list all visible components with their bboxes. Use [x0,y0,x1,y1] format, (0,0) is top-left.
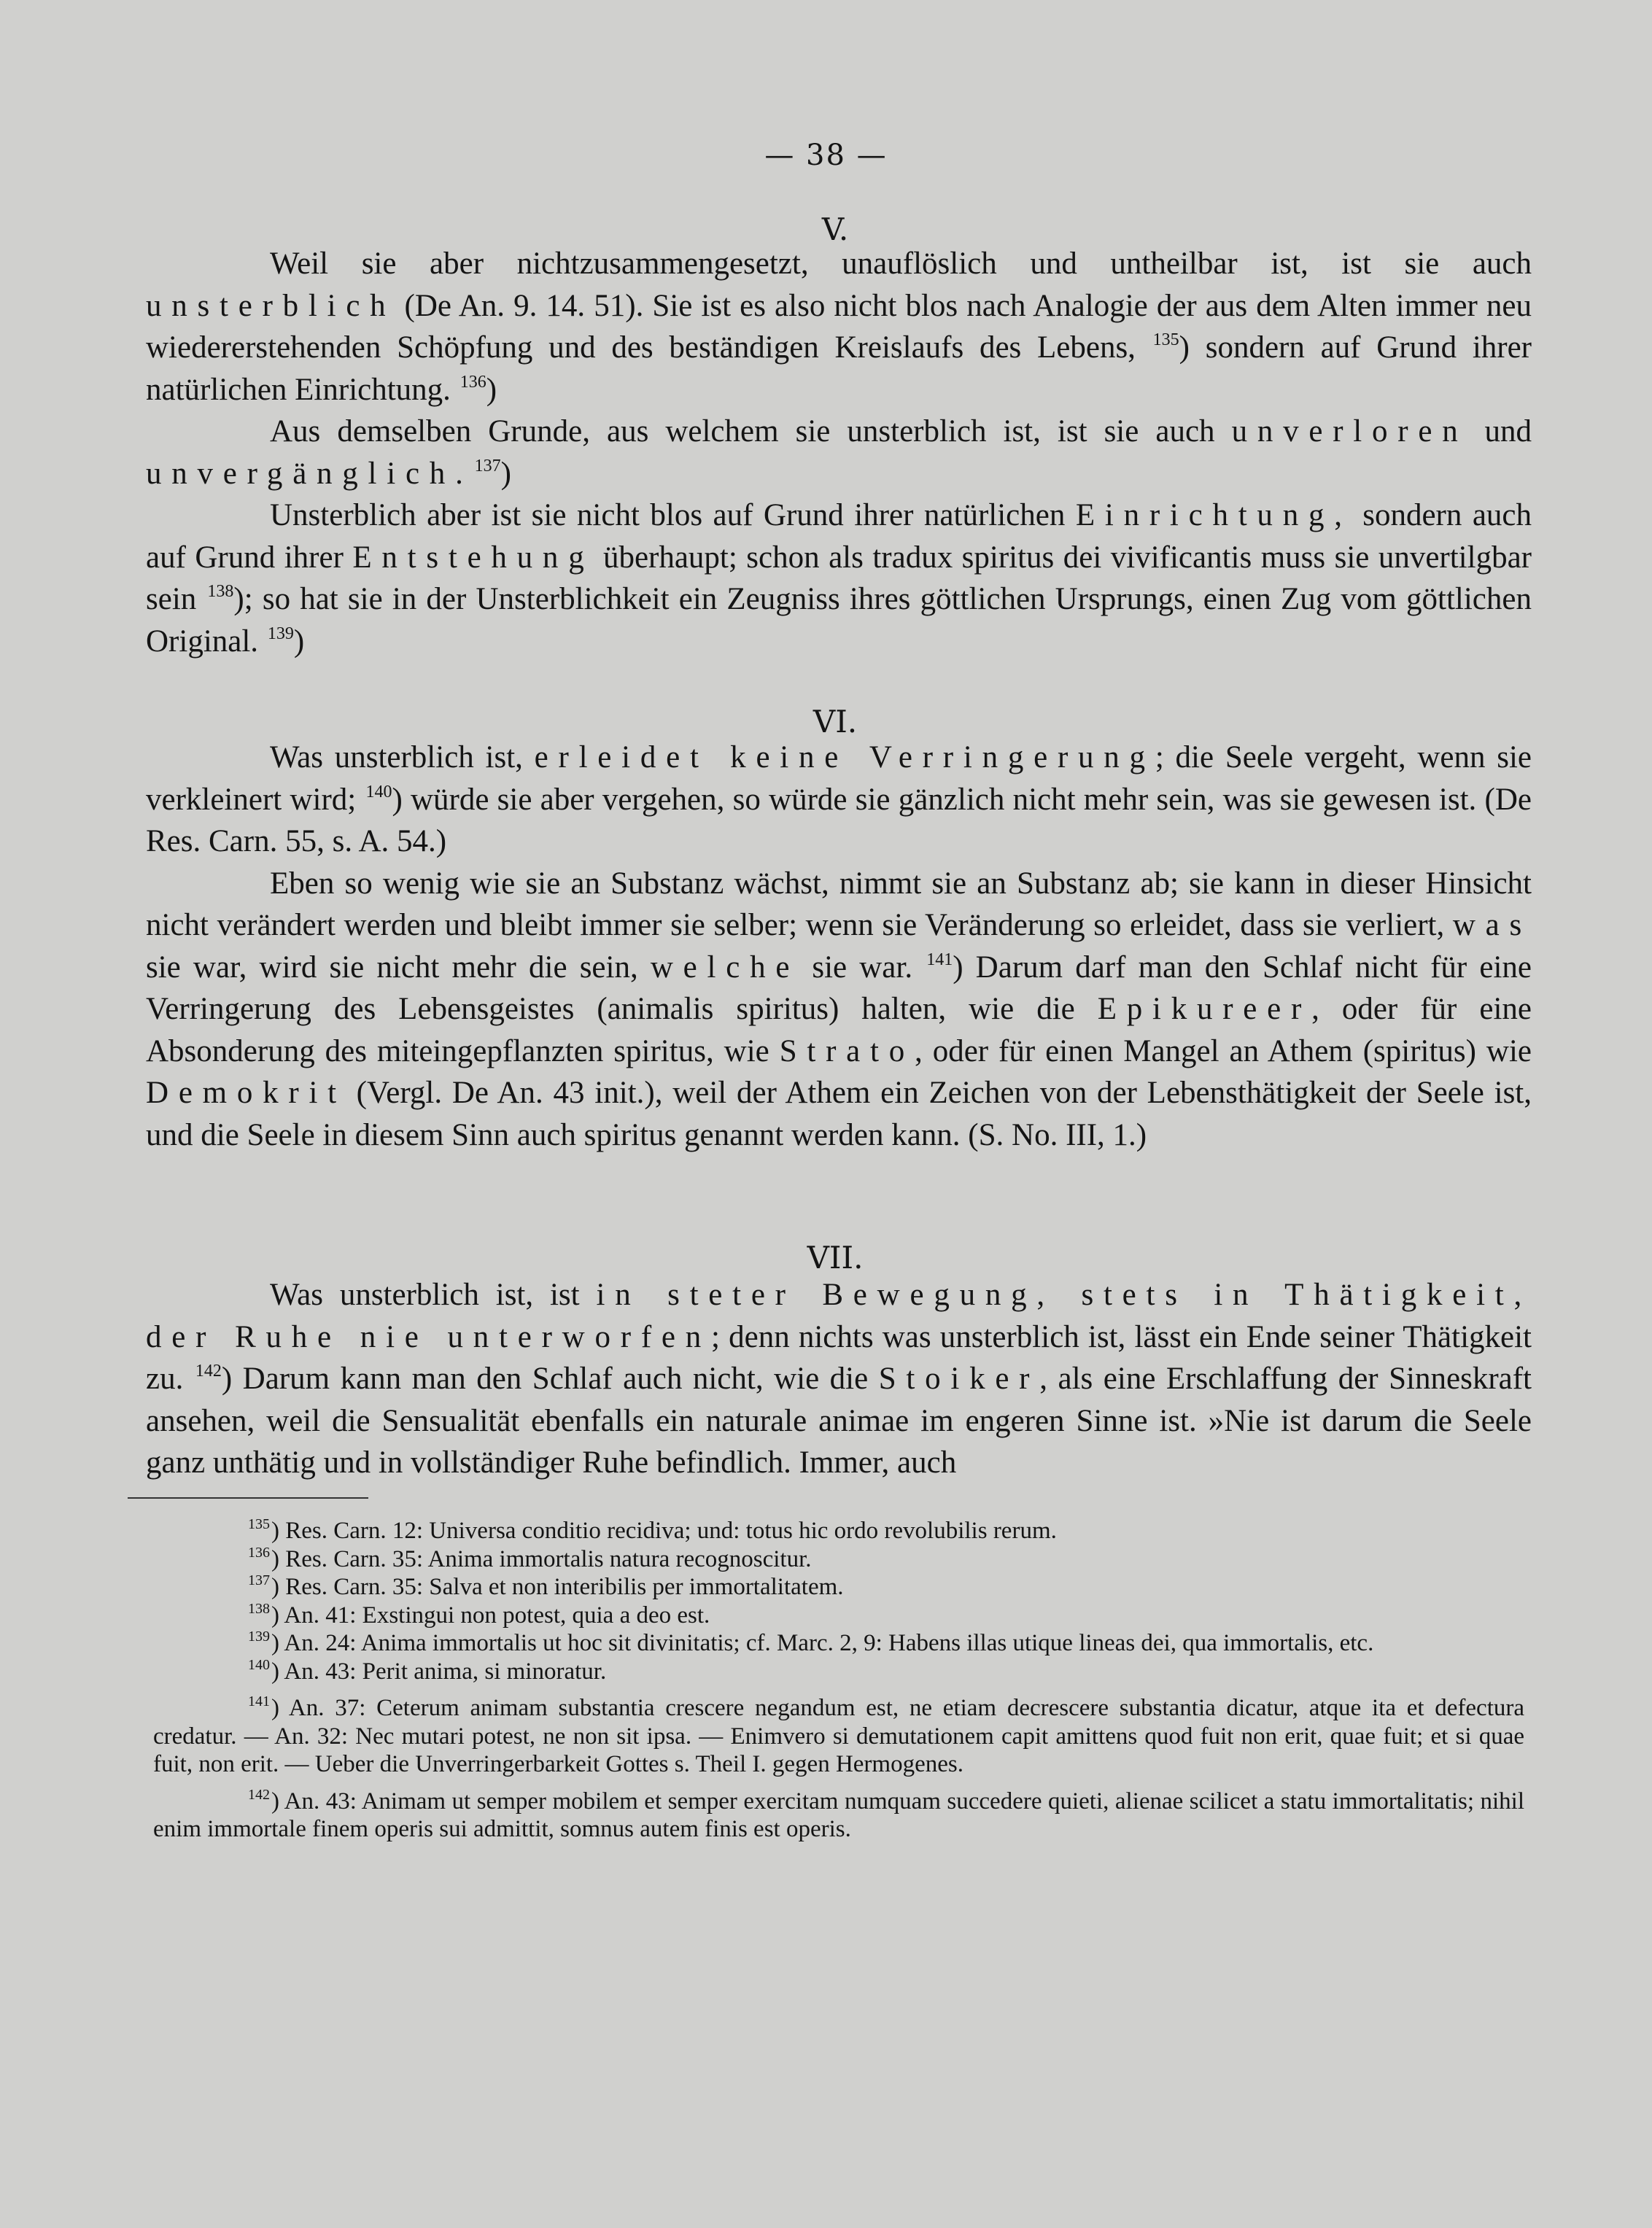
footnote: $^{140}$) An. 43: Perit anima, si minoratur. [248,1656,607,1685]
section-title-vi: VI. [813,704,858,740]
emphasis: in steter Bewegung, stets in Thätigkeit, der Ruhe nie unterworfen [146,1278,1532,1354]
footnote-ref: 137 [474,456,501,476]
emphasis: welche [650,950,800,985]
paragraph: Weil sie aber nichtzusammengesetzt, unauflöslich und untheilbar ist, ist sie auch unsterblich (De An. 9. 14. 51). Sie ist es also nicht blos nach Analogie der aus dem Alten immer neu wiedererstehenden Schöpfung und des beständigen Kreislaufs des Lebens, $^{135}$) sondern auf Grund ihrer natürlichen Einrichtung. $^{136}$) [146,247,1532,407]
emphasis: unverloren [1231,414,1468,449]
footnote: $^{137}$) Res. Carn. 35: Salva et non interibilis per immortalitatem. [248,1572,844,1600]
footnote-ref: 140 [365,782,392,801]
emphasis: erleidet keine Verringerung [534,740,1155,775]
footnote-divider [128,1497,368,1499]
footnotes [153,1517,1524,1844]
paragraph: Aus demselben Grunde, aus welchem sie unsterblich ist, ist sie auch unverloren und unvergänglich.$^{137}$) [146,414,1532,491]
footnote: $^{138}$) An. 41: Exstingui non potest, quia a deo est. [248,1600,710,1629]
footnote-ref: 138 [207,582,234,601]
footnote-ref: 141 [926,950,953,969]
emphasis: Einrichtung, [1075,498,1352,532]
footnote-ref: 135 [1152,330,1179,349]
emphasis: Strato [779,1033,915,1068]
footnote: $^{135}$) Res. Carn. 12: Universa conditio recidiva; und: totus hic ordo revolubilis rerum. [248,1516,1057,1544]
footnote-ref: 136 [459,372,486,392]
section-v-body [146,243,1532,662]
emphasis: was [1452,908,1532,942]
paragraph: Was unsterblich ist, ist in steter Bewegung, stets in Thätigkeit, der Ruhe nie unterworfen; denn nichts was unsterblich ist, lässt ein Ende seiner Thätigkeit zu. $^{142}$) Darum kann man den Schlaf auch nicht, wie die Stoiker, als eine Erschlaffung der Sinneskraft ansehen, weil die Sensualität ebenfalls ein naturale animae im engeren Sinne ist. »Nie ist darum die Seele ganz unthätig und in vollständiger Ruhe befindlich. Immer, auch [146,1278,1532,1480]
footnote: $^{136}$) Res. Carn. 35: Anima immortalis natura recognoscitur. [248,1544,812,1572]
footnote-ref: 139 [267,624,294,643]
paragraph: Was unsterblich ist, erleidet keine Verringerung; die Seele vergeht, wenn sie verkleinert wird; $^{140}$) würde sie aber vergehen, so würde sie gänzlich nicht mehr sein, was sie gewesen ist. (De Res. Carn. 55, s. A. 54.) [146,740,1532,858]
paragraph: Unsterblich aber ist sie nicht blos auf Grund ihrer natürlichen Einrichtung, sondern auch auf Grund ihrer Entstehung überhaupt; schon als tradux spiritus dei vivificantis muss sie unvertilgbar sein $^{138}$); so hat sie in der Unsterblichkeit ein Zeugniss ihres göttlichen Ursprungs, einen Zug vom göttlichen Original. $^{139}$) [146,498,1532,659]
paragraph: Eben so wenig wie sie an Substanz wächst, nimmt sie an Substanz ab; sie kann in dieser Hinsicht nicht verändert werden und bleibt immer sie selber; wenn sie Veränderung so erleidet, dass sie verliert, was sie war, wird sie nicht mehr die sein, welche sie war. $^{141}$) Darum darf man den Schlaf nicht für eine Verringerung des Lebensgeistes (animalis spiritus) halten, wie die Epikureer, oder für eine Absonderung des miteingepflanzten spiritus, wie Strato, oder für einen Mangel an Athem (spiritus) wie Demokrit (Vergl. De An. 43 init.), weil der Athem ein Zeichen von der Lebensthätigkeit der Seele ist, und die Seele in diesem Sinn auch spiritus genannt werden kann. (S. No. III, 1.) [146,866,1532,1152]
footnote: $^{142}$) An. 43: Animam ut semper mobilem et semper exercitam numquam succedere quieti, alienae scilicet a statu immortalitatis; nihil enim immortale finem operis sui admittit, somnus autem finis est operis. [153,1786,1524,1842]
emphasis: unvergänglich. [146,456,473,491]
section-title-v: V. [821,211,849,247]
footnote-ref: 142 [195,1362,222,1381]
emphasis: Demokrit [146,1076,346,1110]
emphasis: unsterblich [146,288,396,323]
footnote: $^{141}$) An. 37: Ceterum animam substantia crescere negandum est, ne etiam decrescere substantia dicatur, atque ita et defectura credatur. — An. 32: Nec mutari potest, ne non sit ipsa. — Enimvero si demutationem capit amittens quod fuit non erit, quae fuit; et si quae fuit, non erit. — Ueber die Unverringerbarkeit Gottes s. Theil I. gegen Hermogenes. [153,1693,1524,1777]
section-vii-body [146,1274,1532,1484]
emphasis: Stoiker [878,1362,1040,1396]
emphasis: Epikureer [1097,992,1312,1026]
footnote: $^{139}$) An. 24: Anima immortalis ut hoc sit divinitatis; cf. Marc. 2, 9: Habens illas utique lineas dei, qua immortalis, etc. [248,1629,1374,1656]
emphasis: Entstehung [352,540,594,575]
page-number: — 38 — [764,139,888,172]
section-vi-body [146,737,1532,1156]
section-title-vii: VII. [807,1240,864,1276]
